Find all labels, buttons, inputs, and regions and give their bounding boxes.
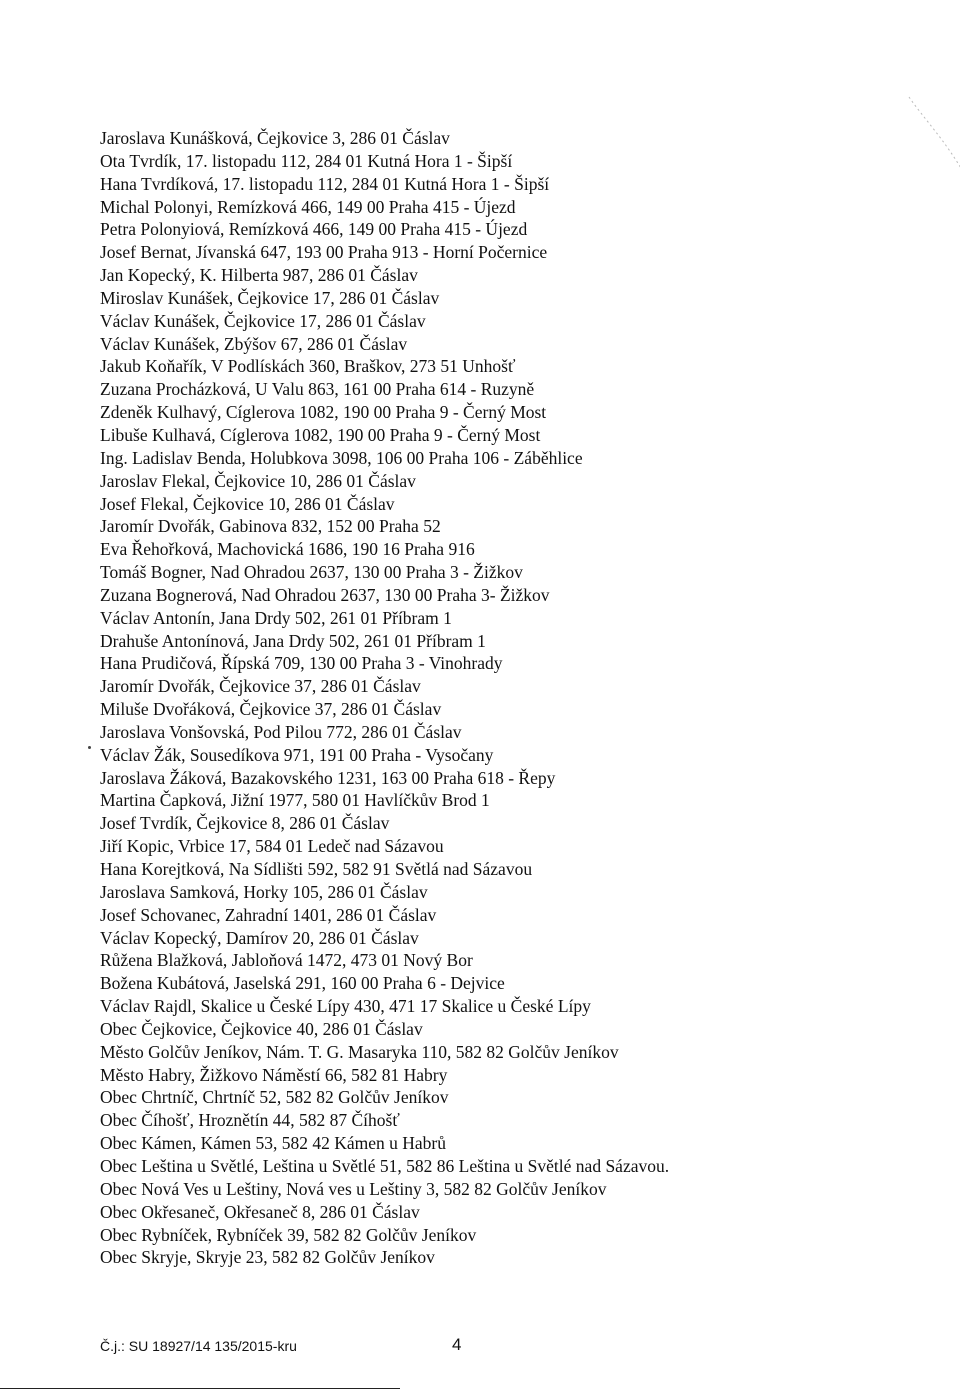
recipient-line: Martina Čapková, Jižní 1977, 580 01 Havlíčkův Brod 1: [100, 790, 490, 811]
recipient-line: Božena Kubátová, Jaselská 291, 160 00 Praha 6 - Dejvice: [100, 973, 505, 994]
recipient-line: Tomáš Bogner, Nad Ohradou 2637, 130 00 Praha 3 - Žižkov: [100, 562, 523, 583]
recipient-line: Obec Okřesaneč, Okřesaneč 8, 286 01 Čáslav: [100, 1201, 420, 1222]
recipient-line: Miluše Dvořáková, Čejkovice 37, 286 01 Čáslav: [100, 699, 442, 720]
recipient-line: Jaroslava Žáková, Bazakovského 1231, 163 00 Praha 618 - Řepy: [100, 767, 556, 788]
recipient-line: Obec Leština u Světlé, Leština u Světlé 51, 582 86 Leština u Světlé nad Sázavou.: [100, 1155, 670, 1176]
page-number: 4: [452, 1335, 462, 1354]
recipient-line: Jaroslav Flekal, Čejkovice 10, 286 01 Čáslav: [100, 470, 416, 491]
recipient-line: Obec Čejkovice, Čejkovice 40, 286 01 Čáslav: [100, 1018, 423, 1039]
recipient-line: Obec Kámen, Kámen 53, 582 42 Kámen u Habrů: [100, 1133, 447, 1154]
recipient-line: Václav Kunášek, Zbýšov 67, 286 01 Čáslav: [100, 333, 408, 354]
recipient-address-list: [100, 127, 669, 1269]
recipient-line: Václav Antonín, Jana Drdy 502, 261 01 Příbram 1: [100, 607, 452, 628]
recipient-line: Josef Flekal, Čejkovice 10, 286 01 Čáslav: [100, 493, 395, 514]
recipient-line: Josef Schovanec, Zahradní 1401, 286 01 Čáslav: [100, 904, 437, 925]
recipient-line: Václav Kopecký, Damírov 20, 286 01 Čáslav: [100, 927, 419, 948]
recipient-line: Václav Kunášek, Čejkovice 17, 286 01 Čáslav: [100, 310, 426, 331]
recipient-line: Petra Polonyiová, Remízková 466, 149 00 Praha 415 - Újezd: [100, 219, 528, 240]
recipient-line: Jaroslava Samková, Horky 105, 286 01 Čáslav: [100, 881, 428, 902]
recipient-line: Zuzana Bognerová, Nad Ohradou 2637, 130 00 Praha 3- Žižkov: [100, 584, 550, 605]
recipient-line: Obec Chrtníč, Chrtníč 52, 582 82 Golčův Jeníkov: [100, 1087, 449, 1108]
recipient-line: Jan Kopecký, K. Hilberta 987, 286 01 Čáslav: [100, 265, 418, 286]
recipient-line: Eva Řehořková, Machovická 1686, 190 16 Praha 916: [100, 539, 475, 560]
scan-artifact-mark: [905, 95, 960, 185]
recipient-line: Libuše Kulhavá, Cíglerova 1082, 190 00 Praha 9 - Černý Most: [100, 424, 541, 445]
document-reference-number: Č.j.: SU 18927/14 135/2015-kru: [100, 1338, 297, 1354]
recipient-line: Ing. Ladislav Benda, Holubkova 3098, 106 00 Praha 106 - Záběhlice: [100, 447, 583, 468]
recipient-line: Václav Žák, Sousedíkova 971, 191 00 Praha - Vysočany: [100, 744, 494, 765]
footer-divider: [0, 1388, 400, 1389]
recipient-line: Miroslav Kunášek, Čejkovice 17, 286 01 Čáslav: [100, 287, 440, 308]
recipient-line: Zdeněk Kulhavý, Cíglerova 1082, 190 00 Praha 9 - Černý Most: [100, 402, 547, 423]
recipient-line: Růžena Blažková, Jabloňová 1472, 473 01 Nový Bor: [100, 950, 473, 971]
recipient-line: Ota Tvrdík, 17. listopadu 112, 284 01 Kutná Hora 1 - Šipší: [100, 150, 513, 171]
recipient-line: Obec Nová Ves u Leštiny, Nová ves u Leštiny 3, 582 82 Golčův Jeníkov: [100, 1178, 607, 1199]
recipient-line: Jaroslava Kunášková, Čejkovice 3, 286 01 Čáslav: [100, 128, 450, 148]
recipient-line: Obec Rybníček, Rybníček 39, 582 82 Golčův Jeníkov: [100, 1224, 477, 1245]
recipient-line: Jaromír Dvořák, Gabinova 832, 152 00 Praha 52: [100, 516, 441, 537]
recipient-line: Hana Korejtková, Na Sídlišti 592, 582 91 Světlá nad Sázavou: [100, 859, 533, 879]
recipient-line: Zuzana Procházková, U Valu 863, 161 00 Praha 614 - Ruzyně: [100, 379, 535, 400]
recipient-line: Václav Rajdl, Skalice u České Lípy 430, 471 17 Skalice u České Lípy: [100, 996, 591, 1017]
recipient-line: Jiří Kopic, Vrbice 17, 584 01 Ledeč nad Sázavou: [100, 836, 444, 857]
recipient-line: Hana Tvrdíková, 17. listopadu 112, 284 01 Kutná Hora 1 - Šipší: [100, 173, 550, 194]
recipient-line: Jakub Koňařík, V Podlískách 360, Braškov, 273 51 Unhošť: [100, 356, 516, 377]
recipient-line: Obec Skryje, Skryje 23, 582 82 Golčův Jeníkov: [100, 1247, 435, 1268]
recipient-line: Josef Tvrdík, Čejkovice 8, 286 01 Čáslav: [100, 813, 390, 834]
stray-dot-mark: [88, 746, 91, 749]
recipient-line: Josef Bernat, Jívanská 647, 193 00 Praha 913 - Horní Počernice: [100, 242, 548, 263]
recipient-line: Město Golčův Jeníkov, Nám. T. G. Masaryka 110, 582 82 Golčův Jeníkov: [100, 1041, 619, 1062]
recipient-line: Hana Prudičová, Řípská 709, 130 00 Praha 3 - Vinohrady: [100, 653, 503, 674]
recipient-line: Město Habry, Žižkovo Náměstí 66, 582 81 Habry: [100, 1064, 448, 1085]
recipient-line: Jaromír Dvořák, Čejkovice 37, 286 01 Čáslav: [100, 676, 421, 697]
recipient-line: Michal Polonyi, Remízková 466, 149 00 Praha 415 - Újezd: [100, 196, 516, 217]
recipient-line: Jaroslava Vonšovská, Pod Pilou 772, 286 01 Čáslav: [100, 721, 462, 742]
recipient-line: Obec Číhošť, Hroznětín 44, 582 87 Číhošť: [100, 1110, 400, 1131]
recipient-line: Drahuše Antonínová, Jana Drdy 502, 261 01 Příbram 1: [100, 630, 486, 651]
